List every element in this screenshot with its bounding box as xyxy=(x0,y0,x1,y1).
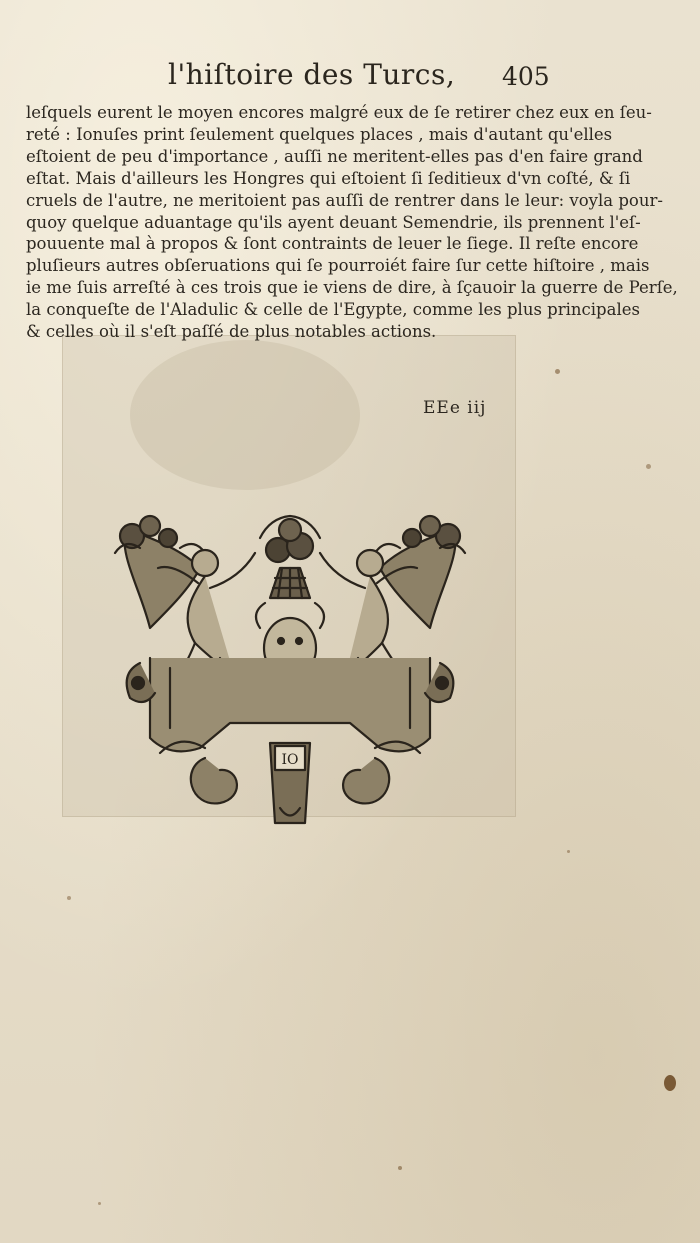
foxing-spot xyxy=(67,896,71,900)
text-line: ie me ſuis arreſté à ces trois que ie viens de dire, à ſçauoir la guerre de Perſe, xyxy=(26,278,678,298)
running-title: l'hiſtoire des Turcs, xyxy=(168,58,456,91)
text-line: pouuente mal à propos & ſont contraints de leuer le ſiege. Il reſte encore xyxy=(26,234,639,254)
cornucopia-tailpiece-icon xyxy=(110,508,470,838)
foxing-spot xyxy=(567,850,570,853)
text-line: reté : Ionuſes print ſeulement quelques places , mais d'autant qu'elles xyxy=(26,124,613,144)
foxing-spot xyxy=(664,1075,676,1091)
text-line: la conqueſte de l'Aladulic & celle de l'Egypte, comme les plus principales xyxy=(26,300,640,320)
text-line: & celles où il s'eſt paſſé de plus notables actions. xyxy=(26,322,437,342)
body-paragraph xyxy=(26,102,678,343)
ornament-monogram: IO xyxy=(281,752,299,768)
page-header xyxy=(0,58,700,98)
signature-mark: EEe iij xyxy=(423,398,487,418)
bleed-through-figure xyxy=(130,340,360,490)
text-line: leſquels eurent le moyen encores malgré eux de ſe retirer chez eux en ſeu- xyxy=(26,103,652,122)
text-line: quoy quelque aduantage qu'ils ayent deuant Semendrie, ils prennent l'eſ- xyxy=(26,212,641,232)
text-line: pluſieurs autres obſeruations qui ſe pourroiét faire ſur cette hiſtoire , mais xyxy=(26,256,650,276)
text-line: eſtat. Mais d'ailleurs les Hongres qui eſtoient ſi ſeditieux d'vn coſté, & ſi xyxy=(26,168,631,188)
page-number: 405 xyxy=(502,62,550,91)
foxing-spot xyxy=(98,1202,101,1205)
text-line: eſtoient de peu d'importance , auſſi ne meritent-elles pas d'en faire grand xyxy=(26,146,643,166)
text-line: cruels de l'autre, ne meritoient pas auſſi de rentrer dans le leur: voyla pour- xyxy=(26,190,663,210)
foxing-spot xyxy=(646,464,651,469)
foxing-spot xyxy=(555,369,560,374)
foxing-spot xyxy=(398,1166,402,1170)
